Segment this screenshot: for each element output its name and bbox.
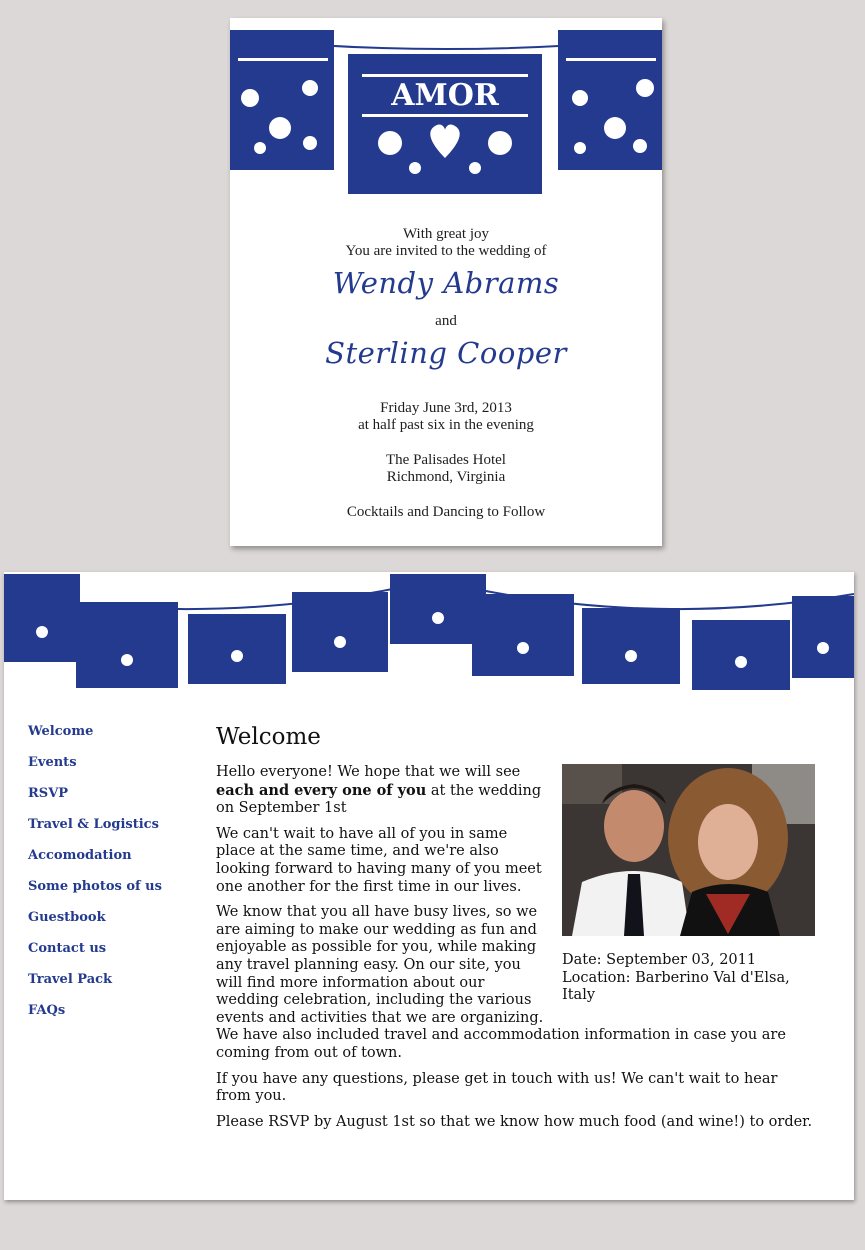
papel-picado-banner-site xyxy=(4,572,854,702)
p1-text-a: Hello everyone! We hope that we will see xyxy=(216,764,521,780)
flag-left xyxy=(230,30,334,170)
p1-text-b: at the wedding on September 1st xyxy=(216,782,542,817)
wedding-venue: The Palisades Hotel xyxy=(386,452,506,468)
nav-welcome[interactable]: Welcome xyxy=(28,724,94,739)
banner-word-center: AMOR xyxy=(391,78,499,113)
bride-name: Wendy Abrams xyxy=(332,266,560,300)
nav-guestbook[interactable]: Guestbook xyxy=(28,910,106,925)
photo-caption xyxy=(562,952,816,1005)
nav-rsvp[interactable]: RSVP xyxy=(28,786,69,801)
welcome-paragraph-3: We know that you all have busy lives, so we are aiming to make our wedding as fun and enjoyable as possible for you, while making any travel planning easy. On our site, you will find more information about our wedding celebration, including the various events and activities that we are organizing. We have also included travel and accommodation information in case you are coming from out of town. xyxy=(216,904,786,1061)
nav-accomodation[interactable]: Accomodation xyxy=(28,848,132,863)
photo-block xyxy=(562,764,816,1005)
site-navigation xyxy=(28,724,162,1034)
flag-right xyxy=(558,30,662,170)
invite-closing: Cocktails and Dancing to Follow xyxy=(346,504,546,520)
welcome-paragraph-5: Please RSVP by August 1st so that we know how much food (and wine!) to order. xyxy=(216,1113,813,1130)
invite-line-invited: You are invited to the wedding of xyxy=(345,243,547,259)
nav-photos[interactable]: Some photos of us xyxy=(28,879,162,894)
welcome-paragraph-4: If you have any questions, please get in touch with us! We can't wait to hear from you. xyxy=(216,1070,778,1105)
nav-events[interactable]: Events xyxy=(28,755,77,770)
main-content xyxy=(216,722,816,1139)
wedding-date: Friday June 3rd, 2013 xyxy=(380,400,512,416)
nav-contact[interactable]: Contact us xyxy=(28,941,107,956)
page-title: Welcome xyxy=(216,724,321,750)
nav-travel-pack[interactable]: Travel Pack xyxy=(28,972,113,987)
papel-picado-banner-top xyxy=(230,18,662,198)
invite-line-joy: With great joy xyxy=(402,226,490,242)
photo-caption-date: Date: September 03, 2011 xyxy=(562,952,757,968)
nav-travel-logistics[interactable]: Travel & Logistics xyxy=(28,817,159,832)
invite-and: and xyxy=(435,313,457,329)
couple-photo xyxy=(562,764,815,936)
wedding-city: Richmond, Virginia xyxy=(386,469,506,485)
photo-caption-location: Location: Barberino Val d'Elsa, Italy xyxy=(562,969,790,1004)
groom-name: Sterling Cooper xyxy=(325,336,567,370)
wedding-website xyxy=(4,572,854,1200)
nav-faqs[interactable]: FAQs xyxy=(28,1003,66,1018)
welcome-paragraph-2: We can't wait to have all of you in same place at the same time, and we're also looking forward to having many of you meet one another for the first time in our lives. xyxy=(216,825,542,895)
invitation-card xyxy=(230,18,662,546)
p1-bold-text: each and every one of you xyxy=(216,781,427,799)
wedding-time: at half past six in the evening xyxy=(358,417,534,433)
flag-center xyxy=(348,54,542,194)
